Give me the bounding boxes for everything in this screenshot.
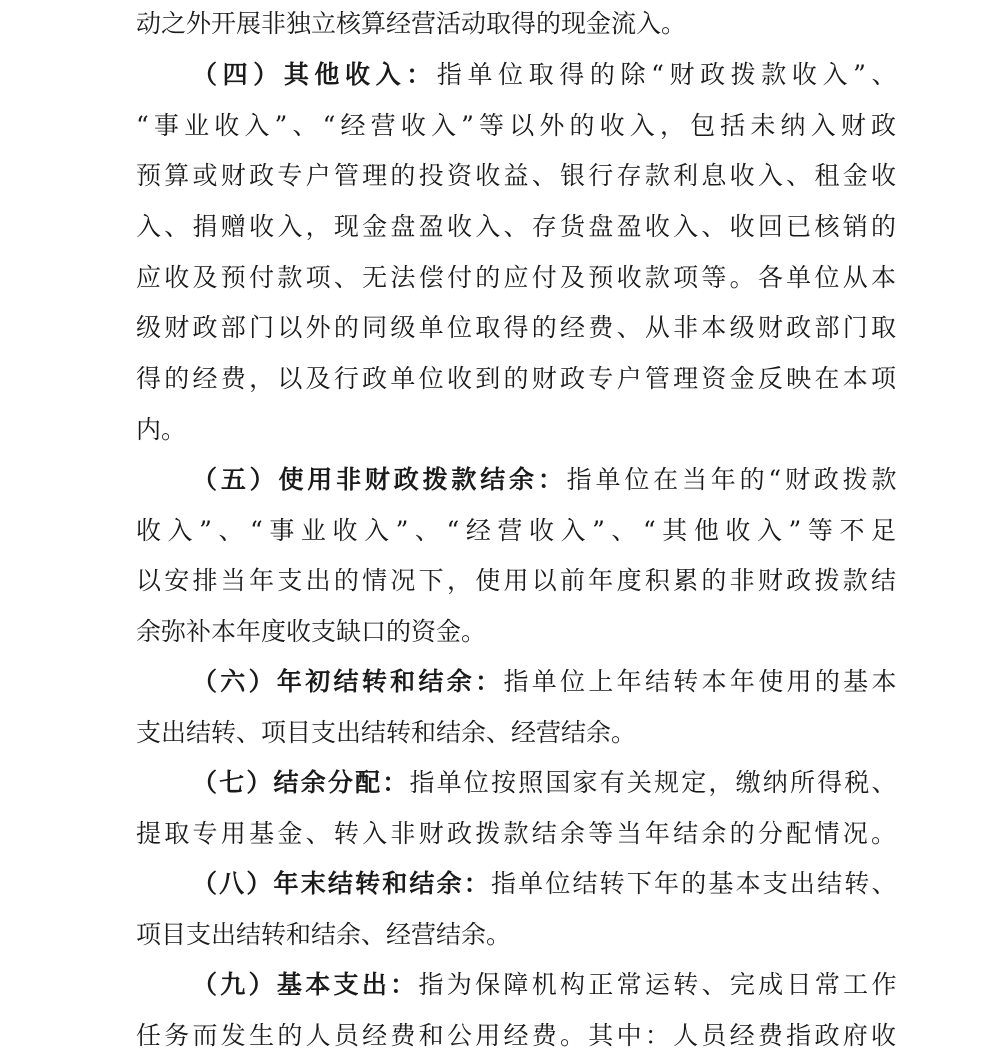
line-text: 收入”、“事业收入”、“经营收入”、“其他收入”等不足 bbox=[136, 516, 896, 545]
paragraph-line bbox=[136, 106, 896, 146]
paragraph-line bbox=[136, 156, 896, 196]
line-text: 预算或财政专户管理的投资收益、银行存款利息收入、租金收 bbox=[136, 161, 896, 190]
section-heading: （四）其他收入： bbox=[192, 60, 437, 89]
line-text: 项目支出结转和结余、经营结余。 bbox=[136, 920, 512, 949]
line-text: 级财政部门以外的同级单位取得的经费、从非本级财政部门取 bbox=[136, 313, 896, 342]
paragraph-line bbox=[136, 359, 896, 399]
line-text: 以安排当年支出的情况下，使用以前年度积累的非财政拨款结 bbox=[136, 566, 896, 595]
section-heading: （八）年末结转和结余： bbox=[192, 869, 491, 898]
section-heading: （七）结余分配： bbox=[192, 768, 410, 797]
paragraph-line bbox=[136, 612, 896, 652]
paragraph-line bbox=[136, 713, 896, 753]
paragraph-line bbox=[136, 410, 896, 450]
paragraph-line bbox=[192, 763, 896, 803]
line-text: 应收及预付款项、无法偿付的应付及预收款项等。各单位从本 bbox=[136, 263, 896, 292]
line-text: 提取专用基金、转入非财政拨款结余等当年结余的分配情况。 bbox=[136, 819, 896, 848]
paragraph-line bbox=[136, 308, 896, 348]
paragraph-line bbox=[136, 258, 896, 298]
paragraph-line bbox=[192, 55, 896, 95]
line-text: 内。 bbox=[136, 415, 187, 444]
paragraph-line bbox=[136, 814, 896, 854]
line-text: 指单位上年结转本年使用的基本 bbox=[503, 667, 896, 696]
paragraph-line bbox=[136, 207, 896, 247]
paragraph-line bbox=[136, 1016, 896, 1056]
paragraph-line bbox=[136, 561, 896, 601]
line-text: 指单位结转下年的基本支出结转、 bbox=[490, 869, 896, 898]
line-text: 任务而发生的人员经费和公用经费。其中：人员经费指政府收 bbox=[136, 1021, 896, 1050]
section-heading: （五）使用非财政拨款结余： bbox=[192, 465, 567, 494]
line-text: 得的经费，以及行政单位收到的财政专户管理资金反映在本项 bbox=[136, 364, 896, 393]
paragraph-line bbox=[192, 965, 896, 1005]
section-heading: （九）基本支出： bbox=[192, 970, 419, 999]
paragraph-line bbox=[192, 460, 896, 500]
paragraph-line bbox=[136, 4, 896, 44]
line-text: 余弥补本年度收支缺口的资金。 bbox=[136, 617, 487, 646]
line-text: 支出结转、项目支出结转和结余、经营结余。 bbox=[136, 718, 637, 747]
section-heading: （六）年初结转和结余： bbox=[192, 667, 504, 696]
paragraph-line bbox=[136, 511, 896, 551]
paragraph-line bbox=[136, 915, 896, 955]
paragraph-line bbox=[192, 864, 896, 904]
paragraph-line bbox=[192, 662, 896, 702]
line-text: 指为保障机构正常运转、完成日常工作 bbox=[418, 970, 896, 999]
line-text: 入、捐赠收入，现金盘盈收入、存货盘盈收入、收回已核销的 bbox=[136, 212, 896, 241]
line-text: 指单位在当年的“财政拨款 bbox=[566, 465, 896, 494]
line-text: 指单位取得的除“财政拨款收入”、 bbox=[436, 60, 896, 89]
line-text: 指单位按照国家有关规定，缴纳所得税、 bbox=[409, 768, 896, 797]
line-text: “事业收入”、“经营收入”等以外的收入，包括未纳入财政 bbox=[136, 111, 896, 140]
line-text: 动之外开展非独立核算经营活动取得的现金流入。 bbox=[136, 9, 687, 38]
